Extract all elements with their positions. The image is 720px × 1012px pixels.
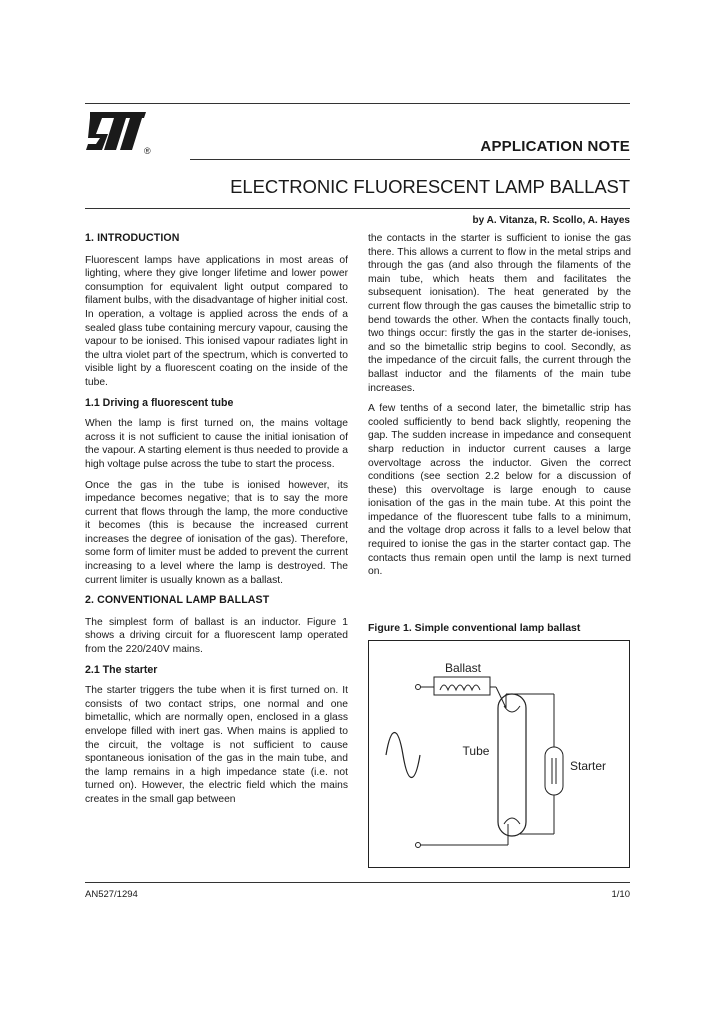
footer-rule: [85, 882, 630, 883]
starter-bulb: [545, 747, 563, 795]
st-logo: [84, 110, 154, 156]
left-column: [85, 232, 348, 814]
paragraph: Once the gas in the tube is ionised however, its impedance becomes negative; that is to say the more current that flows through the lamp, the more conductive it becomes (this is because the increased current increases the degree of ionisation of the gas). Therefore, some form of limiter must be added to prevent the current increasing to a level where the lamp is destroyed. The current limiter is usually known as a ballast.: [85, 479, 348, 586]
ballast-label: Ballast: [444, 661, 482, 675]
terminal-top: [416, 685, 421, 690]
paragraph: the contacts in the starter is sufficient to ionise the gas there. This allows a current to flow in the metal strips and through the gas (and also through the filaments of the main tube, which heats them and facilitates the subsequent ionisation). The heat generated by the current flow through the gas causes the bimetallic strip to bend towards the other. When the contacts finally touch, two things occur: firstly the gas in the starter de-ionises, and so the bimetallic strip begins to cool. Secondly, as the impedance of the circuit falls, the current through the ballast inductor and the filaments of the main tube increases.: [368, 233, 631, 394]
paragraph: A few tenths of a second later, the bimetallic strip has cooled sufficiently to bend back slightly, reopening the gap. The sudden increase in impedance and consequent sharp reduction in inductor current causes a large overvoltage across the inductor. Given the correct conditions (see section 2.2 below for a discussion of these) this overvoltage is large enough to cause ionisation of the gas in the main tube. At this point the impedance of the fluorescent tube falls to a minimum, and the voltage drop across it falls to a level below that required to ionise the gas in the starter contact gap. The contacts thus remain open until the lamp is next turned on.: [368, 403, 631, 578]
subsection-heading: 1.1 Driving a fluorescent tube: [85, 396, 234, 409]
header-rule: [190, 159, 630, 160]
ballast-circuit-figure: [368, 640, 630, 868]
authors: by A. Vitanza, R. Scollo, A. Hayes: [472, 215, 630, 226]
svg-text:®: ®: [144, 146, 151, 156]
paragraph: Fluorescent lamps have applications in most areas of lighting, where they give longer lifetime and lower power consumption for equivalent light output compared to filament bulbs, with the disadvantage of higher initial cost. In operation, a voltage is applied across the ends of a sealed glass tube containing mercury vapour, causing the vapour to be ionised. This ionised vapour radiates light in the ultra violet part of the spectrum, which is converted to visible light by a fluorescent coating on the inside of the tube.: [85, 254, 348, 388]
ac-sine-wave-icon: [386, 733, 420, 778]
title-rule: [85, 208, 630, 209]
paragraph: When the lamp is first turned on, the mains voltage across it is not sufficient to cause the initial ionisation of the vapour. A starting element is thus needed to provide a high voltage pulse across the tube to start the process.: [85, 418, 348, 470]
starter-label: Starter: [569, 759, 607, 773]
inductor-coil-icon: [440, 685, 480, 690]
section-heading: 1. INTRODUCTION: [85, 232, 180, 244]
right-column: [368, 232, 631, 586]
document-title: ELECTRONIC FLUORESCENT LAMP BALLAST: [230, 176, 630, 197]
tube-filament-bottom: [504, 818, 520, 824]
figure-frame: [369, 641, 630, 868]
paragraph: The starter triggers the tube when it is first turned on. It consists of two contact strips, one normal and one bimetallic, which are normally open, enclosed in a glass envelope filled with inert gas. When mains is applied to the circuit, the voltage is not sufficient to cause spontaneous ionisation of the gas in the main tube, and the lamp remains in a high impedance state (i.e. not turned on). However, the electric field which the mains creates in the small gap between: [85, 685, 348, 805]
fluorescent-tube: [498, 694, 526, 836]
subsection-heading: 2.1 The starter: [85, 663, 158, 676]
document-code: AN527/1294: [85, 889, 138, 900]
paragraph: The simplest form of ballast is an inductor. Figure 1 shows a driving circuit for a fluorescent lamp operated from the 220/240V mains.: [85, 616, 348, 656]
terminal-bottom: [416, 843, 421, 848]
page-number: 1/10: [611, 889, 630, 900]
section-heading: 2. CONVENTIONAL LAMP BALLAST: [85, 594, 270, 607]
doc-type-label: APPLICATION NOTE: [480, 138, 630, 155]
tube-label: Tube: [462, 744, 490, 758]
figure-caption: Figure 1. Simple conventional lamp ballast: [368, 622, 581, 634]
top-rule: [85, 103, 630, 104]
